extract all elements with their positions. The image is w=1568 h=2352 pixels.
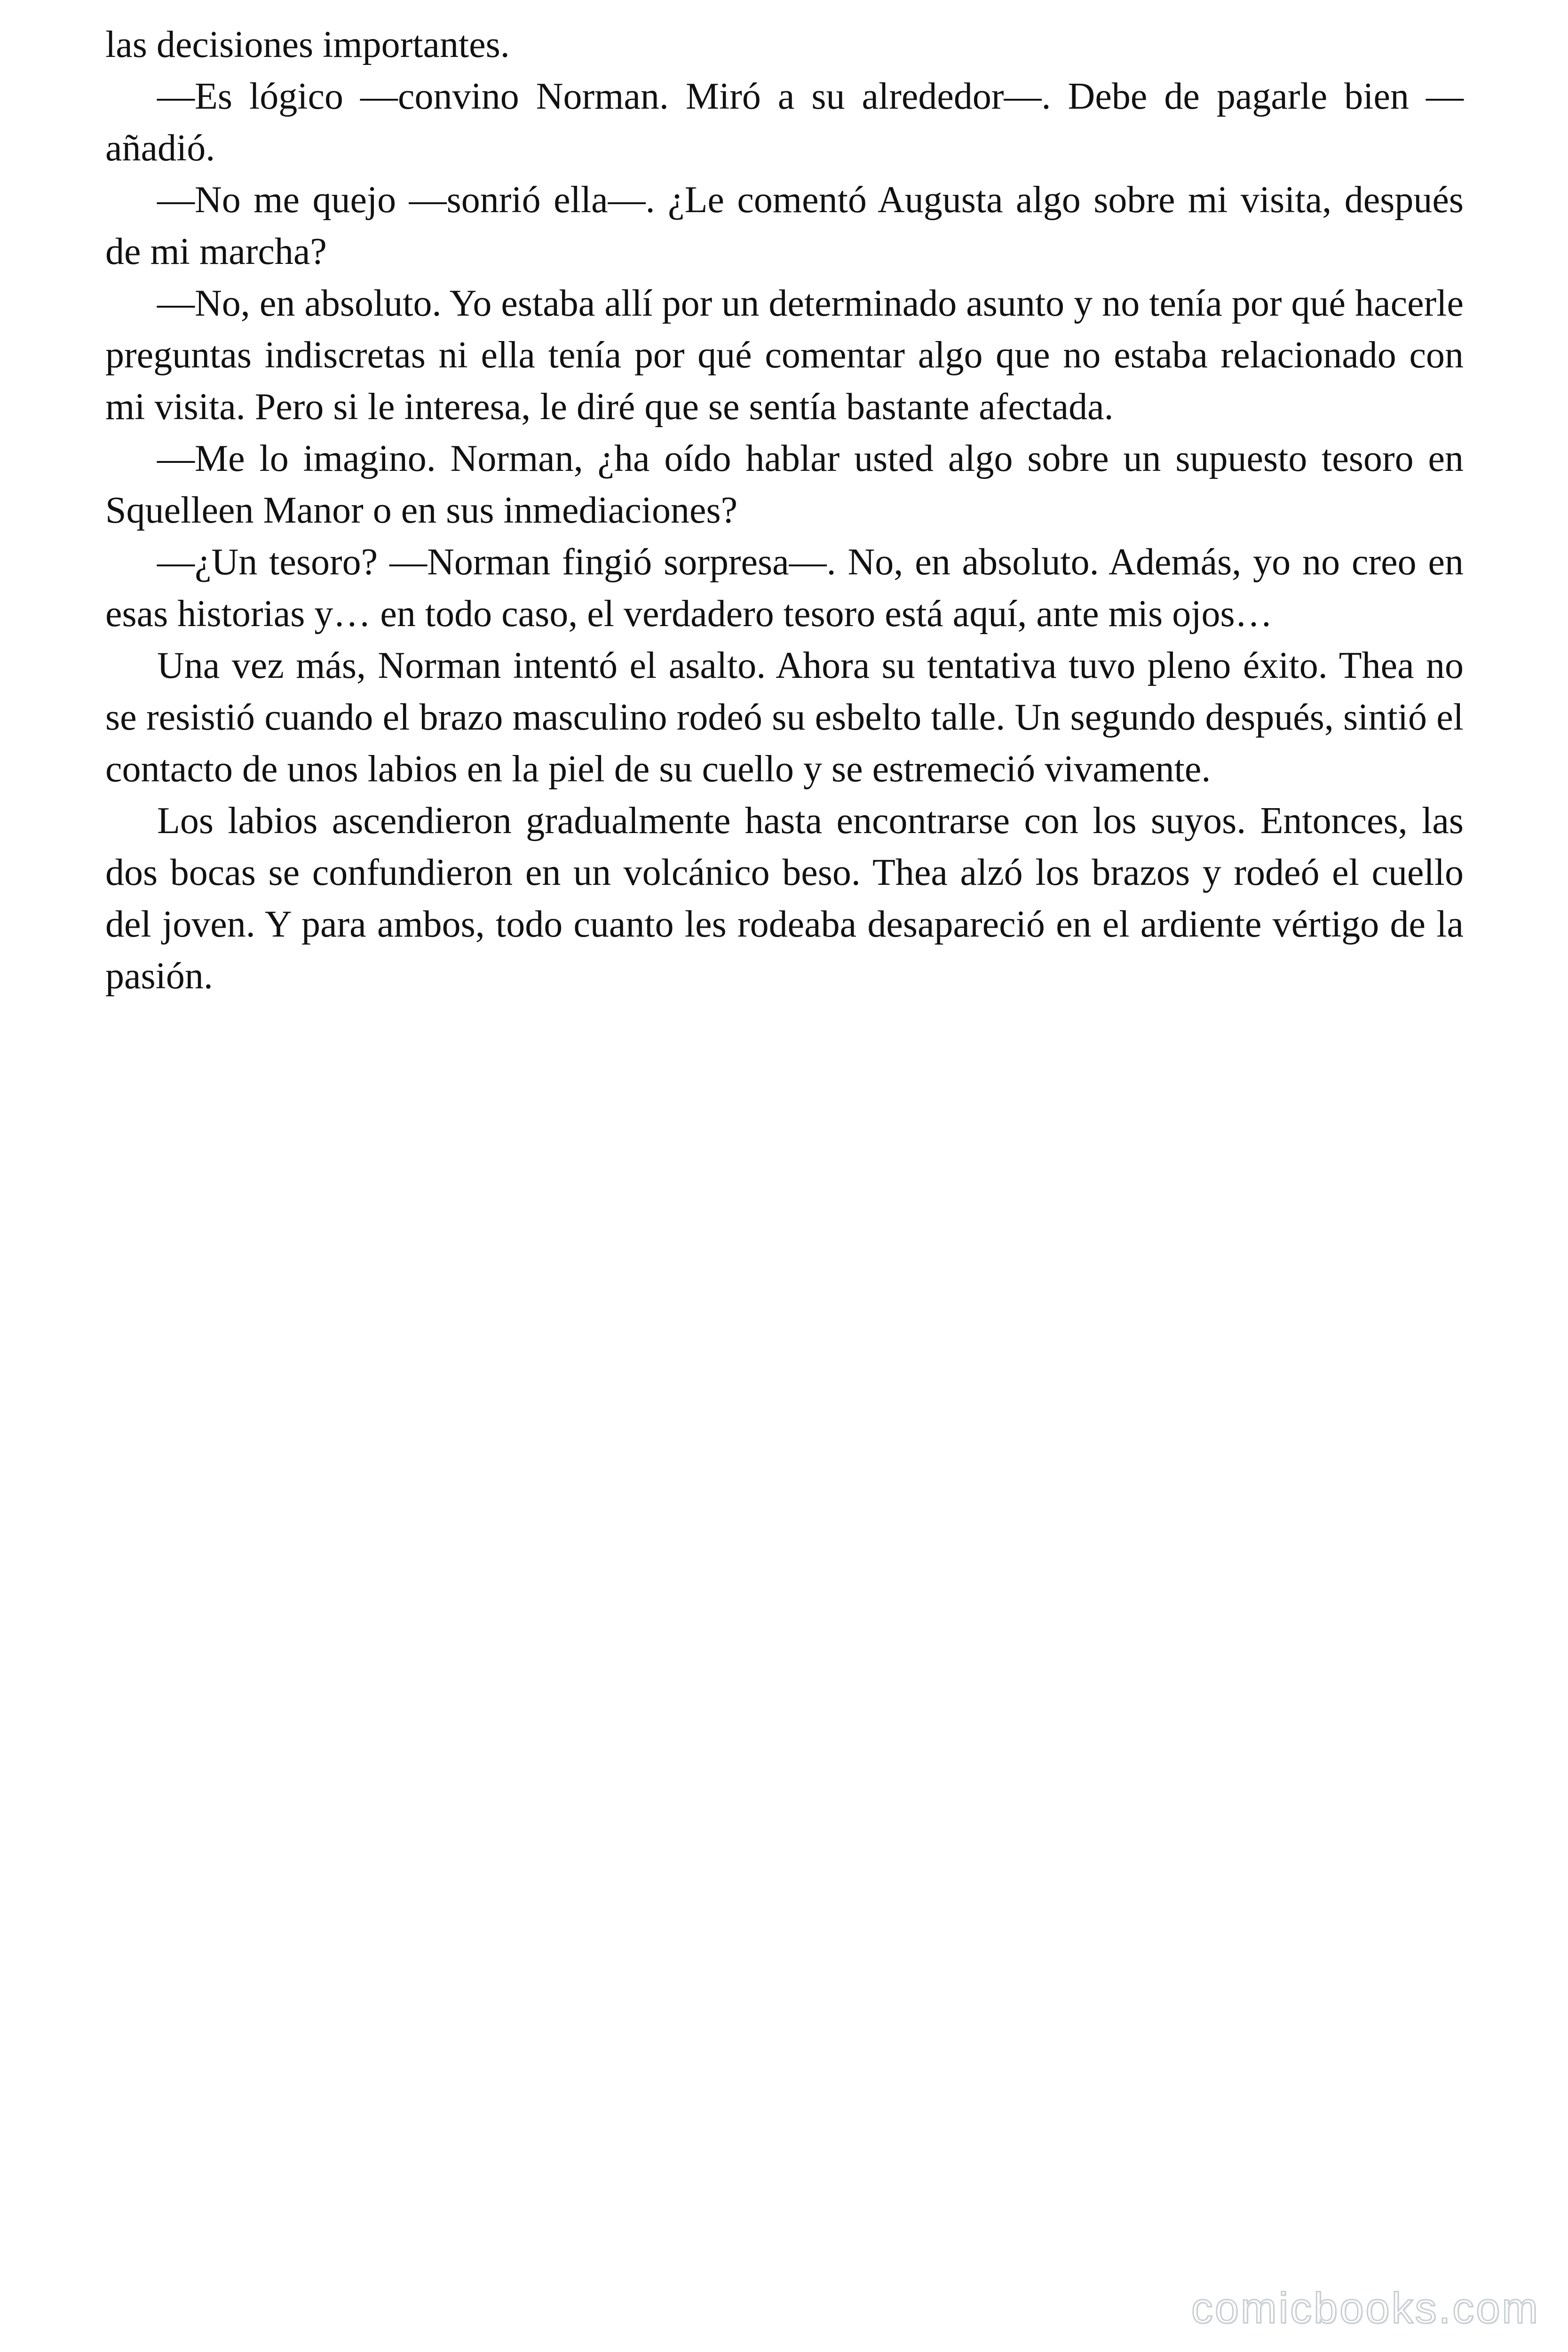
paragraph-dialogue: —Es lógico —convino Norman. Miró a su alrededor—. Debe de pagarle bien —añadió. [105, 76, 1464, 169]
paragraph-dialogue: —No, en absoluto. Yo estaba allí por un determinado asunto y no tenía por qué hacerle preguntas indiscretas ni ella tenía por qué comentar algo que no estaba relacionado con mi visita. Pero si le interesa, le diré que se sentía bastante afectada. [105, 283, 1464, 428]
paragraph-dialogue: —¿Un tesoro? —Norman fingió sorpresa—. No, en absoluto. Además, yo no creo en esas historias y… en todo caso, el verdadero tesoro está aquí, ante mis ojos… [105, 541, 1464, 635]
paragraph-dialogue: —Me lo imagino. Norman, ¿ha oído hablar usted algo sobre un supuesto tesoro en Squelleen Manor o en sus inmediaciones? [105, 438, 1464, 531]
paragraph-narrative: Una vez más, Norman intentó el asalto. Ahora su tentativa tuvo pleno éxito. Thea no se resistió cuando el brazo masculino rodeó su esbelto talle. Un segundo después, sintió el contacto de unos labios en la piel de su cuello y se estremeció vivamente. [105, 645, 1464, 790]
paragraph-continuation: las decisiones importantes. [105, 24, 510, 65]
paragraph-dialogue: —No me quejo —sonrió ella—. ¿Le comentó Augusta algo sobre mi visita, después de mi marcha? [105, 179, 1464, 272]
paragraph-narrative: Los labios ascendieron gradualmente hasta encontrarse con los suyos. Entonces, las dos bocas se confundieron en un volcánico beso. Thea alzó los brazos y rodeó el cuello del joven. Y para ambos, todo cuanto les rodeaba desapareció en el ardiente vértigo de la pasión. [105, 800, 1464, 997]
page-body-text [105, 19, 1464, 1002]
site-watermark: comicbooks.com [1191, 2284, 1540, 2332]
